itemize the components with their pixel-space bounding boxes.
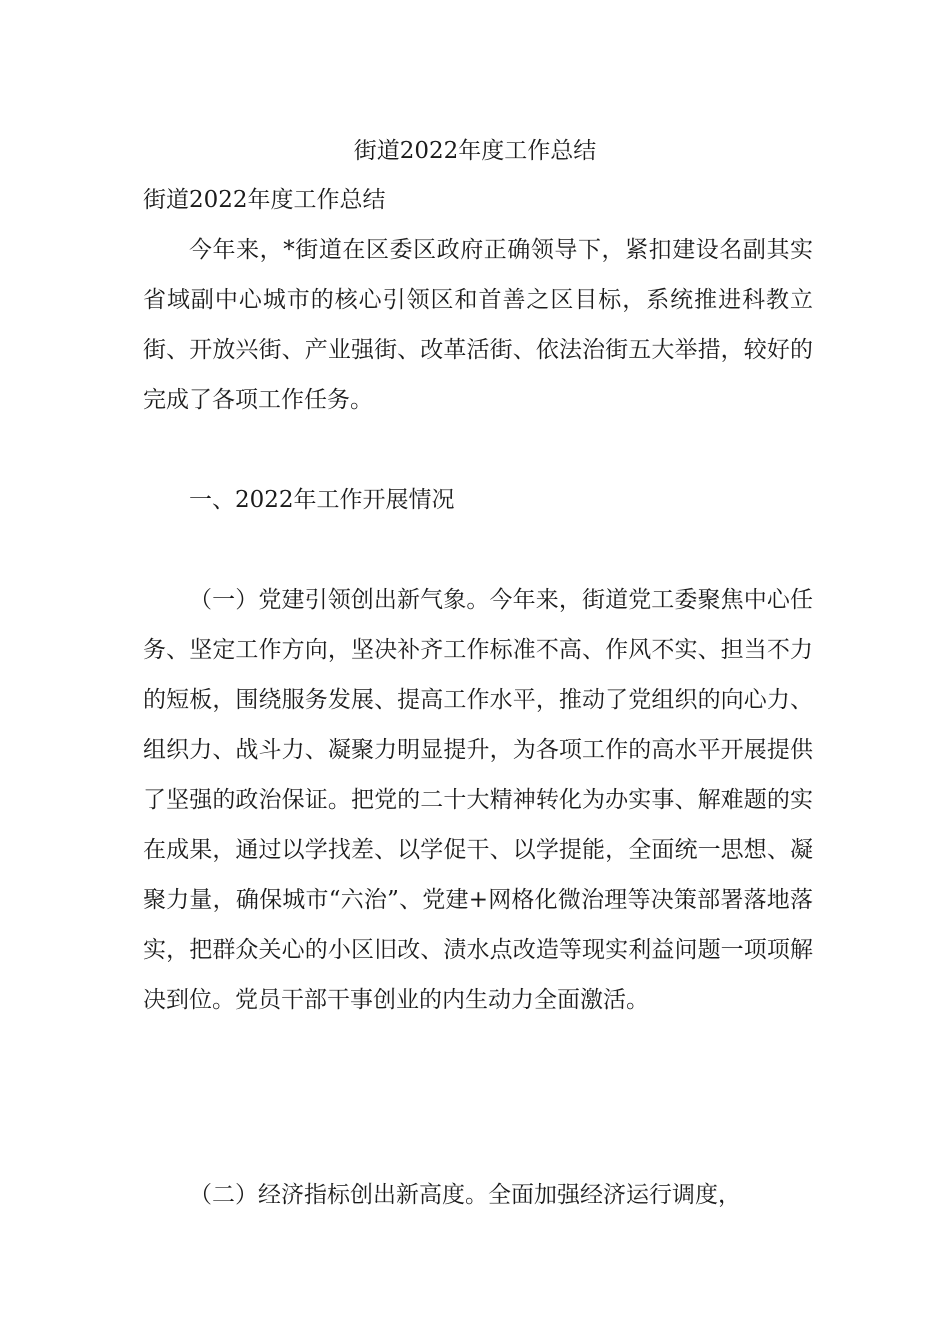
paragraph-party-building: （一）党建引领创出新气象。今年来，街道党工委聚焦中心任务、坚定工作方向，坚决补齐工作标准不高、作风不实、担当不力的短板，围绕服务发展、提高工作水平，推动了党组织的向心力、组织力、战斗力、凝聚力明显提升，为各项工作的高水平开展提供了坚强的政治保证。把党的二十大精神转化为办实事、解难题的实在成果，通过以学找差、以学促干、以学提能，全面统一思想、凝聚力量，确保城市“六治”、党建+网格化微治理等决策部署落地落实，把群众关心的小区旧改、渍水点改造等现实利益问题一项项解决到位。党员干部干事创业的内生动力全面激活。 [143, 587, 813, 1013]
document-subtitle: 街道2022年度工作总结 [143, 187, 386, 213]
intro-paragraph: 今年来，*街道在区委区政府正确领导下，紧扣建设名副其实省域副中心城市的核心引领区和首善之区目标，系统推进科教立街、开放兴街、产业强街、改革活街、依法治街五大举措，较好的完成了各项工作任务。 [143, 237, 813, 413]
section-heading: 一、2022年工作开展情况 [189, 487, 455, 513]
document-title: 街道2022年度工作总结 [353, 138, 597, 164]
paragraph-economic-indicators: （二）经济指标创出新高度。全面加强经济运行调度， [189, 1182, 741, 1208]
